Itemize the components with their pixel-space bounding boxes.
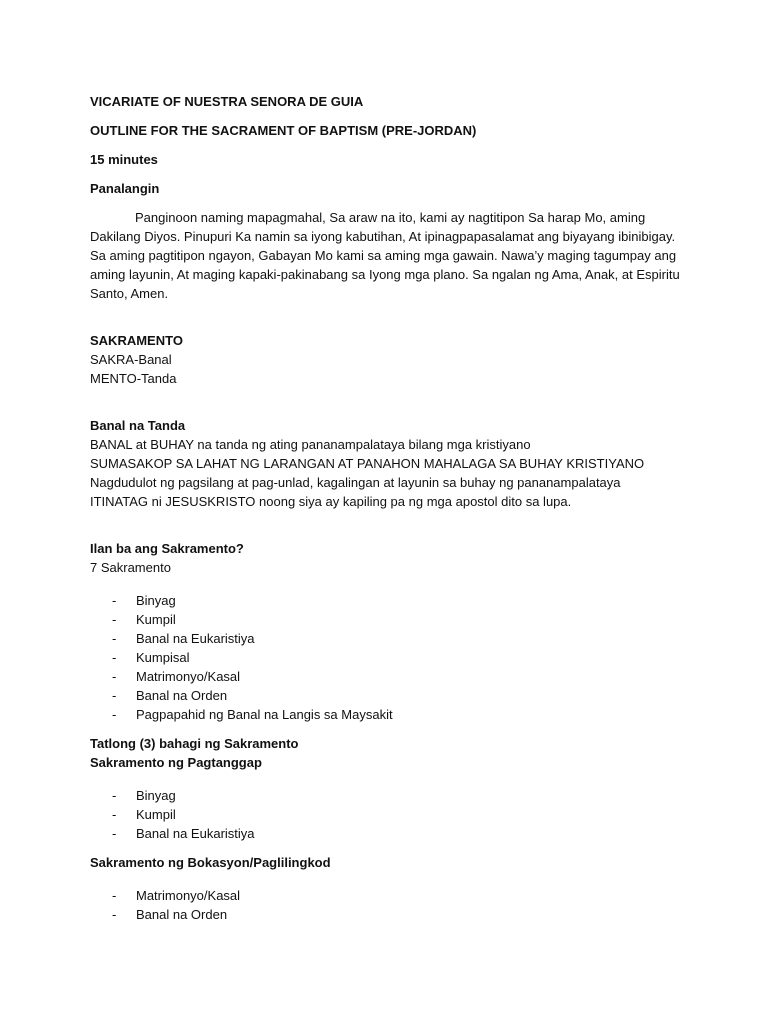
dash-bullet: - (112, 788, 117, 803)
list-item (90, 805, 690, 824)
list-item (90, 824, 690, 843)
banal-na-tanda-line: BANAL at BUHAY na tanda ng ating pananampalataya bilang mga kristiyano (90, 437, 531, 452)
sakramento-line: MENTO-Tanda (90, 371, 177, 386)
bokasyon-heading: Sakramento ng Bokasyon/Paglilingkod (90, 855, 331, 870)
dash-bullet: - (112, 612, 117, 627)
panalangin-heading: Panalangin (90, 181, 160, 196)
tatlong-bahagi-section (90, 734, 690, 772)
pagtanggap-subheading: Sakramento ng Pagtanggap (90, 755, 262, 770)
list-item (90, 591, 690, 610)
bokasyon-list (90, 886, 690, 924)
duration-label: 15 minutes (90, 152, 158, 167)
sakramento-line: SAKRA-Banal (90, 352, 172, 367)
banal-na-tanda-heading: Banal na Tanda (90, 418, 186, 433)
seven-sacraments-list (90, 591, 690, 724)
list-item (90, 886, 690, 905)
list-item-text: Banal na Eukaristiya (136, 631, 255, 646)
panalangin-prayer-text: Panginoon naming mapagmahal, Sa araw na ito, kami ay nagtitipon Sa harap Mo, aming Dakilang Diyos. Pinupuri Ka namin sa iyong kabutihan, At ipinagpapasalamat ang biyayang ibinibigay. Sa aming pagtitipon ngayon, Gabayan Mo kami sa aming mga gawain. Nawa’y maging tagumpay ang aming layunin, At maging kapaki-pakinabang sa Iyong mga plano. Sa ngalan ng Ama, Anak, at Espiritu Santo, Amen. (90, 210, 680, 301)
list-item-text: Matrimonyo/Kasal (136, 669, 241, 684)
list-item (90, 667, 690, 686)
list-item (90, 648, 690, 667)
dash-bullet: - (112, 707, 117, 722)
dash-bullet: - (112, 631, 117, 646)
dash-bullet: - (112, 888, 117, 903)
banal-na-tanda-line: ITINATAG ni JESUSKRISTO noong siya ay kapiling pa ng mga apostol dito sa lupa. (90, 494, 572, 509)
list-item-text: Binyag (136, 593, 176, 608)
tatlong-bahagi-heading: Tatlong (3) bahagi ng Sakramento (90, 736, 299, 751)
dash-bullet: - (112, 650, 117, 665)
pagtanggap-list (90, 786, 690, 843)
list-item-text: Kumpil (136, 807, 176, 822)
ilan-section (90, 539, 690, 577)
sakramento-section (90, 331, 690, 388)
ilan-heading: Ilan ba ang Sakramento? (90, 541, 244, 556)
list-item (90, 686, 690, 705)
list-item-text: Banal na Eukaristiya (136, 826, 255, 841)
list-item-text: Kumpil (136, 612, 176, 627)
list-item (90, 629, 690, 648)
list-item-text: Banal na Orden (136, 907, 228, 922)
sakramento-heading: SAKRAMENTO (90, 333, 183, 348)
list-item-text: Matrimonyo/Kasal (136, 888, 241, 903)
document-body (90, 92, 690, 934)
vicariate-title: VICARIATE OF NUESTRA SENORA DE GUIA (90, 94, 364, 109)
list-item-text: Kumpisal (136, 650, 190, 665)
bokasyon-section (90, 853, 690, 872)
dash-bullet: - (112, 826, 117, 841)
dash-bullet: - (112, 669, 117, 684)
list-item-text: Binyag (136, 788, 176, 803)
banal-na-tanda-section (90, 416, 690, 511)
banal-na-tanda-line: Nagdudulot ng pagsilang at pag-unlad, kagalingan at layunin sa buhay ng pananampalataya (90, 475, 621, 490)
sakramento-count: 7 Sakramento (90, 560, 171, 575)
dash-bullet: - (112, 807, 117, 822)
dash-bullet: - (112, 907, 117, 922)
outline-title: OUTLINE FOR THE SACRAMENT OF BAPTISM (PRE-JORDAN) (90, 123, 477, 138)
list-item (90, 786, 690, 805)
list-item (90, 705, 690, 724)
list-item-text: Banal na Orden (136, 688, 228, 703)
list-item (90, 905, 690, 924)
dash-bullet: - (112, 593, 117, 608)
list-item-text: Pagpapahid ng Banal na Langis sa Maysakit (136, 707, 393, 722)
banal-na-tanda-line: SUMASAKOP SA LAHAT NG LARANGAN AT PANAHON MAHALAGA SA BUHAY KRISTIYANO (90, 456, 645, 471)
list-item (90, 610, 690, 629)
dash-bullet: - (112, 688, 117, 703)
